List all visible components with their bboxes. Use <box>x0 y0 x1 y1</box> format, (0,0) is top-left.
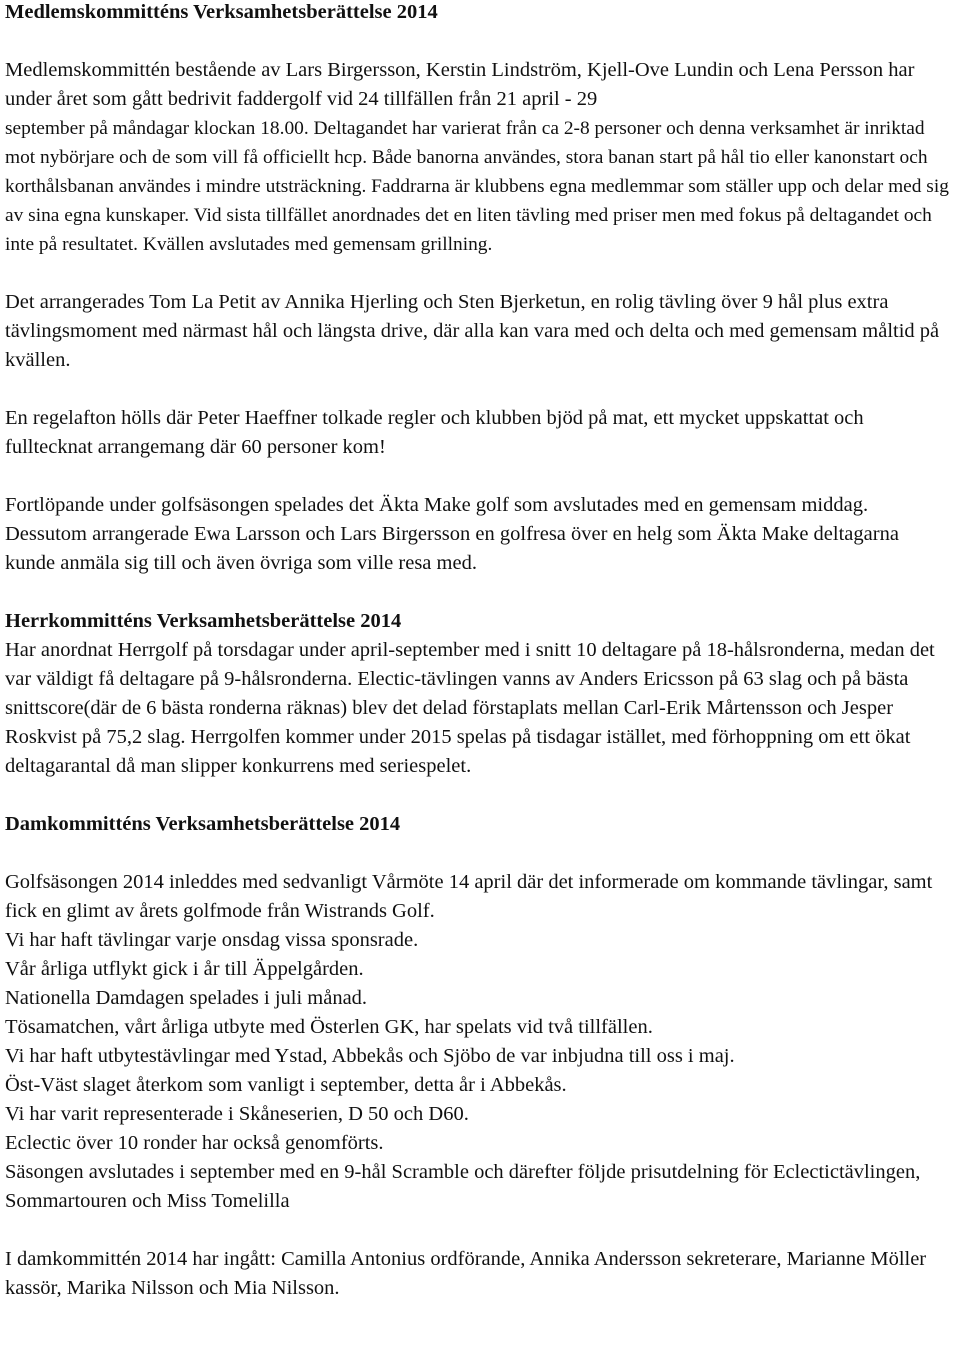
dam-line-1: Golfsäsongen 2014 inleddes med sedvanligt Vårmöte 14 april där det informerade om kommande tävlingar, samt fick en glimt av årets golfmode från Wistrands Golf. <box>5 871 933 922</box>
medlem-paragraph-4: Fortlöpande under golfsäsongen spelades det Äkta Make golf som avslutades med en gemensam middag. Dessutom arrangerade Ewa Larsson och Lars Birgersson en golfresa över en helg som Äkta Make deltagarna kunde anmäla sig till och även övriga som ville resa med. <box>5 494 899 574</box>
medlem-paragraph-2: Det arrangerades Tom La Petit av Annika Hjerling och Sten Bjerketun, en rolig tävling över 9 hål plus extra tävlingsmoment med närmast hål och längsta drive, där alla kan vara med och delta och med gemensam måltid på kvällen. <box>5 291 940 371</box>
dam-line-9: Eclectic över 10 ronder har också genomförts. <box>5 1132 384 1154</box>
dam-members: I damkommittén 2014 har ingått: Camilla Antonius ordförande, Annika Andersson sekreterare, Marianne Möller kassör, Marika Nilsson och Mia Nilsson. <box>5 1248 927 1299</box>
dam-line-4: Nationella Damdagen spelades i juli månad. <box>5 987 368 1009</box>
medlem-lead: Medlemskommittén bestående av Lars Birgersson, Kerstin Lindström, Kjell-Ove Lundin och Lena Persson har under året som gått bedrivit faddergolf vid 24 tillfällen från 21 april - 29 <box>5 59 915 110</box>
dam-line-3: Vår årliga utflykt gick i år till Äppelgården. <box>5 958 364 980</box>
section-title-herr: Herrkommitténs Verksamhetsberättelse 2014 <box>5 610 402 632</box>
section-title-dam: Damkommitténs Verksamhetsberättelse 2014 <box>5 813 401 835</box>
dam-line-7: Öst-Väst slaget återkom som vanligt i september, detta år i Abbekås. <box>5 1074 567 1096</box>
dam-list <box>5 868 954 1216</box>
medlem-paragraph-3: En regelafton hölls där Peter Haeffner tolkade regler och klubben bjöd på mat, ett mycket uppskattat och fulltecknat arrangemang där 60 personer kom! <box>5 407 864 458</box>
dam-line-8: Vi har varit representerade i Skåneserien, D 50 och D60. <box>5 1103 469 1125</box>
dam-line-10: Säsongen avslutades i september med en 9-hål Scramble och därefter följde prisutdelning för Eclectictävlingen, Sommartouren och Miss Tomelilla <box>5 1161 921 1212</box>
dam-line-5: Tösamatchen, vårt årliga utbyte med Österlen GK, har spelats vid två tillfällen. <box>5 1016 653 1038</box>
herr-paragraph-1: Har anordnat Herrgolf på torsdagar under april-september med i snitt 10 deltagare på 18-hålsronderna, medan det var väldigt få deltagare på 9-hålsronderna. Electic-tävlingen vanns av Anders Ericsson på 63 slag och på bästa snittscore(där de 6 bästa ronderna räknas) blev det delad förstaplats mellan Carl-Erik Mårtensson och Jesper Roskvist på 75,2 slag. Herrgolfen kommer under 2015 spelas på tisdagar istället, med förhoppning om ett ökat deltagarantal då man slipper konkurrens med seriespelet. <box>5 639 935 777</box>
section-title-medlem: Medlemskommitténs Verksamhetsberättelse 2014 <box>5 1 438 23</box>
medlem-lead-rest: september på måndagar klockan 18.00. Deltagandet har varierat från ca 2-8 personer och denna verksamhet är inriktad mot nybörjare och de som vill få officiellt hcp. Både banorna användes, stora banan start på hål tio eller kanonstart och korthålsbanan användes i mindre utsträckning. Faddrarna är klubbens egna medlemmar som ställer upp och delar med sig av sina egna kunskaper. Vid sista tillfället anordnades det en liten tävling med priser men med fokus på deltagandet och inte på resultatet. Kvällen avslutades med gemensam grillning. <box>5 118 949 255</box>
dam-line-6: Vi har haft utbytestävlingar med Ystad, Abbekås och Sjöbo de var inbjudna till oss i maj. <box>5 1045 735 1067</box>
dam-line-2: Vi har haft tävlingar varje onsdag vissa sponsrade. <box>5 929 419 951</box>
medlem-paragraph-1 <box>5 56 954 259</box>
